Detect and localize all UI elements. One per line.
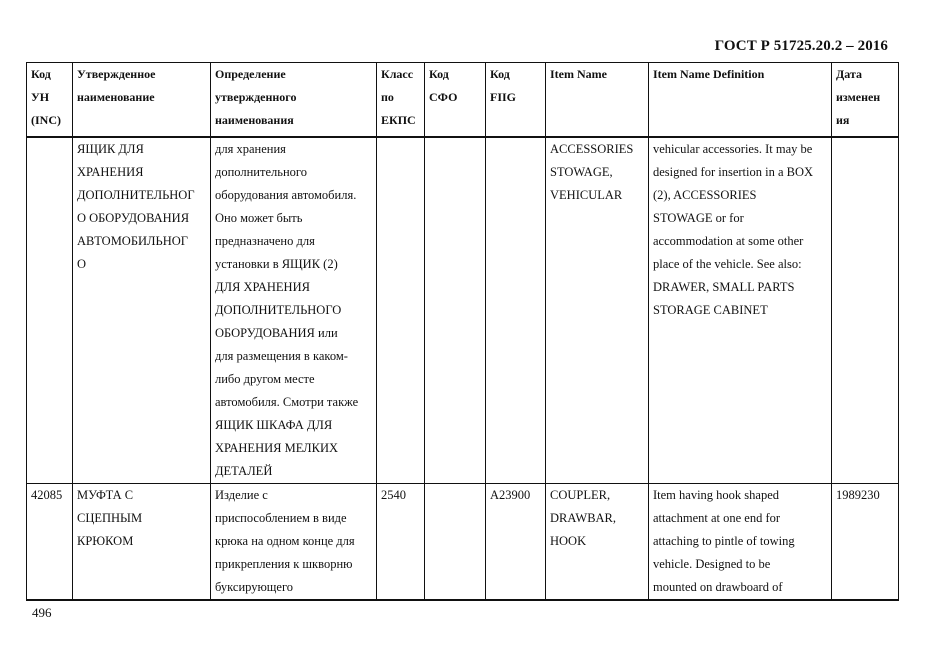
cell-item-name: COUPLER, DRAWBAR, HOOK — [546, 483, 649, 600]
catalog-table — [26, 62, 899, 601]
header-item-name: Item Name — [546, 63, 649, 137]
cell-item-name-definition: vehicular accessories. It may be designed for insertion in a BOX (2), ACCESSORIES STOWAGE or for accommodation at some other place of the vehicle. See also: DRAWER, SMALL PARTS STORAGE CABINET — [649, 137, 832, 484]
cell-item-name-definition: Item having hook shaped attachment at one end for attaching to pintle of towing vehicle. Designed to be mounted on drawboard of — [649, 483, 832, 600]
cell-class — [377, 137, 425, 484]
header-fiig: Код FIIG — [486, 63, 546, 137]
header-approved-name: Утвержденное наименование — [73, 63, 211, 137]
header-inc: Код УН (INC) — [27, 63, 73, 137]
cell-fiig — [486, 137, 546, 484]
cell-approved-name: ЯЩИК ДЛЯ ХРАНЕНИЯ ДОПОЛНИТЕЛЬНОГ О ОБОРУДОВАНИЯ АВТОМОБИЛЬНОГ О — [73, 137, 211, 484]
cell-sfo — [425, 137, 486, 484]
cell-sfo — [425, 483, 486, 600]
header-date: Дата изменен ия — [832, 63, 899, 137]
cell-definition: Изделие с приспособлением в виде крюка на одном конце для прикрепления к шкворню буксирующего — [211, 483, 377, 600]
cell-definition: для хранения дополнительного оборудования автомобиля. Оно может быть предназначено для установки в ЯЩИК (2) ДЛЯ ХРАНЕНИЯ ДОПОЛНИТЕЛЬНОГО ОБОРУДОВАНИЯ или для размещения в каком- либо другом месте автомобиля. Смотри также ЯЩИК ШКАФА ДЛЯ ХРАНЕНИЯ МЕЛКИХ ДЕТАЛЕЙ — [211, 137, 377, 484]
table-row — [27, 137, 899, 484]
cell-class: 2540 — [377, 483, 425, 600]
table-header-row — [27, 63, 899, 137]
cell-item-name: ACCESSORIES STOWAGE, VEHICULAR — [546, 137, 649, 484]
document-header: ГОСТ Р 51725.20.2 – 2016 — [714, 38, 888, 54]
header-class: Класс по ЕКПС — [377, 63, 425, 137]
header-definition: Определение утвержденного наименования — [211, 63, 377, 137]
cell-approved-name: МУФТА С СЦЕПНЫМ КРЮКОМ — [73, 483, 211, 600]
cell-inc — [27, 137, 73, 484]
table-row — [27, 483, 899, 600]
header-item-name-definition: Item Name Definition — [649, 63, 832, 137]
cell-fiig: A23900 — [486, 483, 546, 600]
cell-date — [832, 137, 899, 484]
cell-date: 1989230 — [832, 483, 899, 600]
page-number: 496 — [32, 605, 52, 620]
header-sfo: Код СФО — [425, 63, 486, 137]
cell-inc: 42085 — [27, 483, 73, 600]
